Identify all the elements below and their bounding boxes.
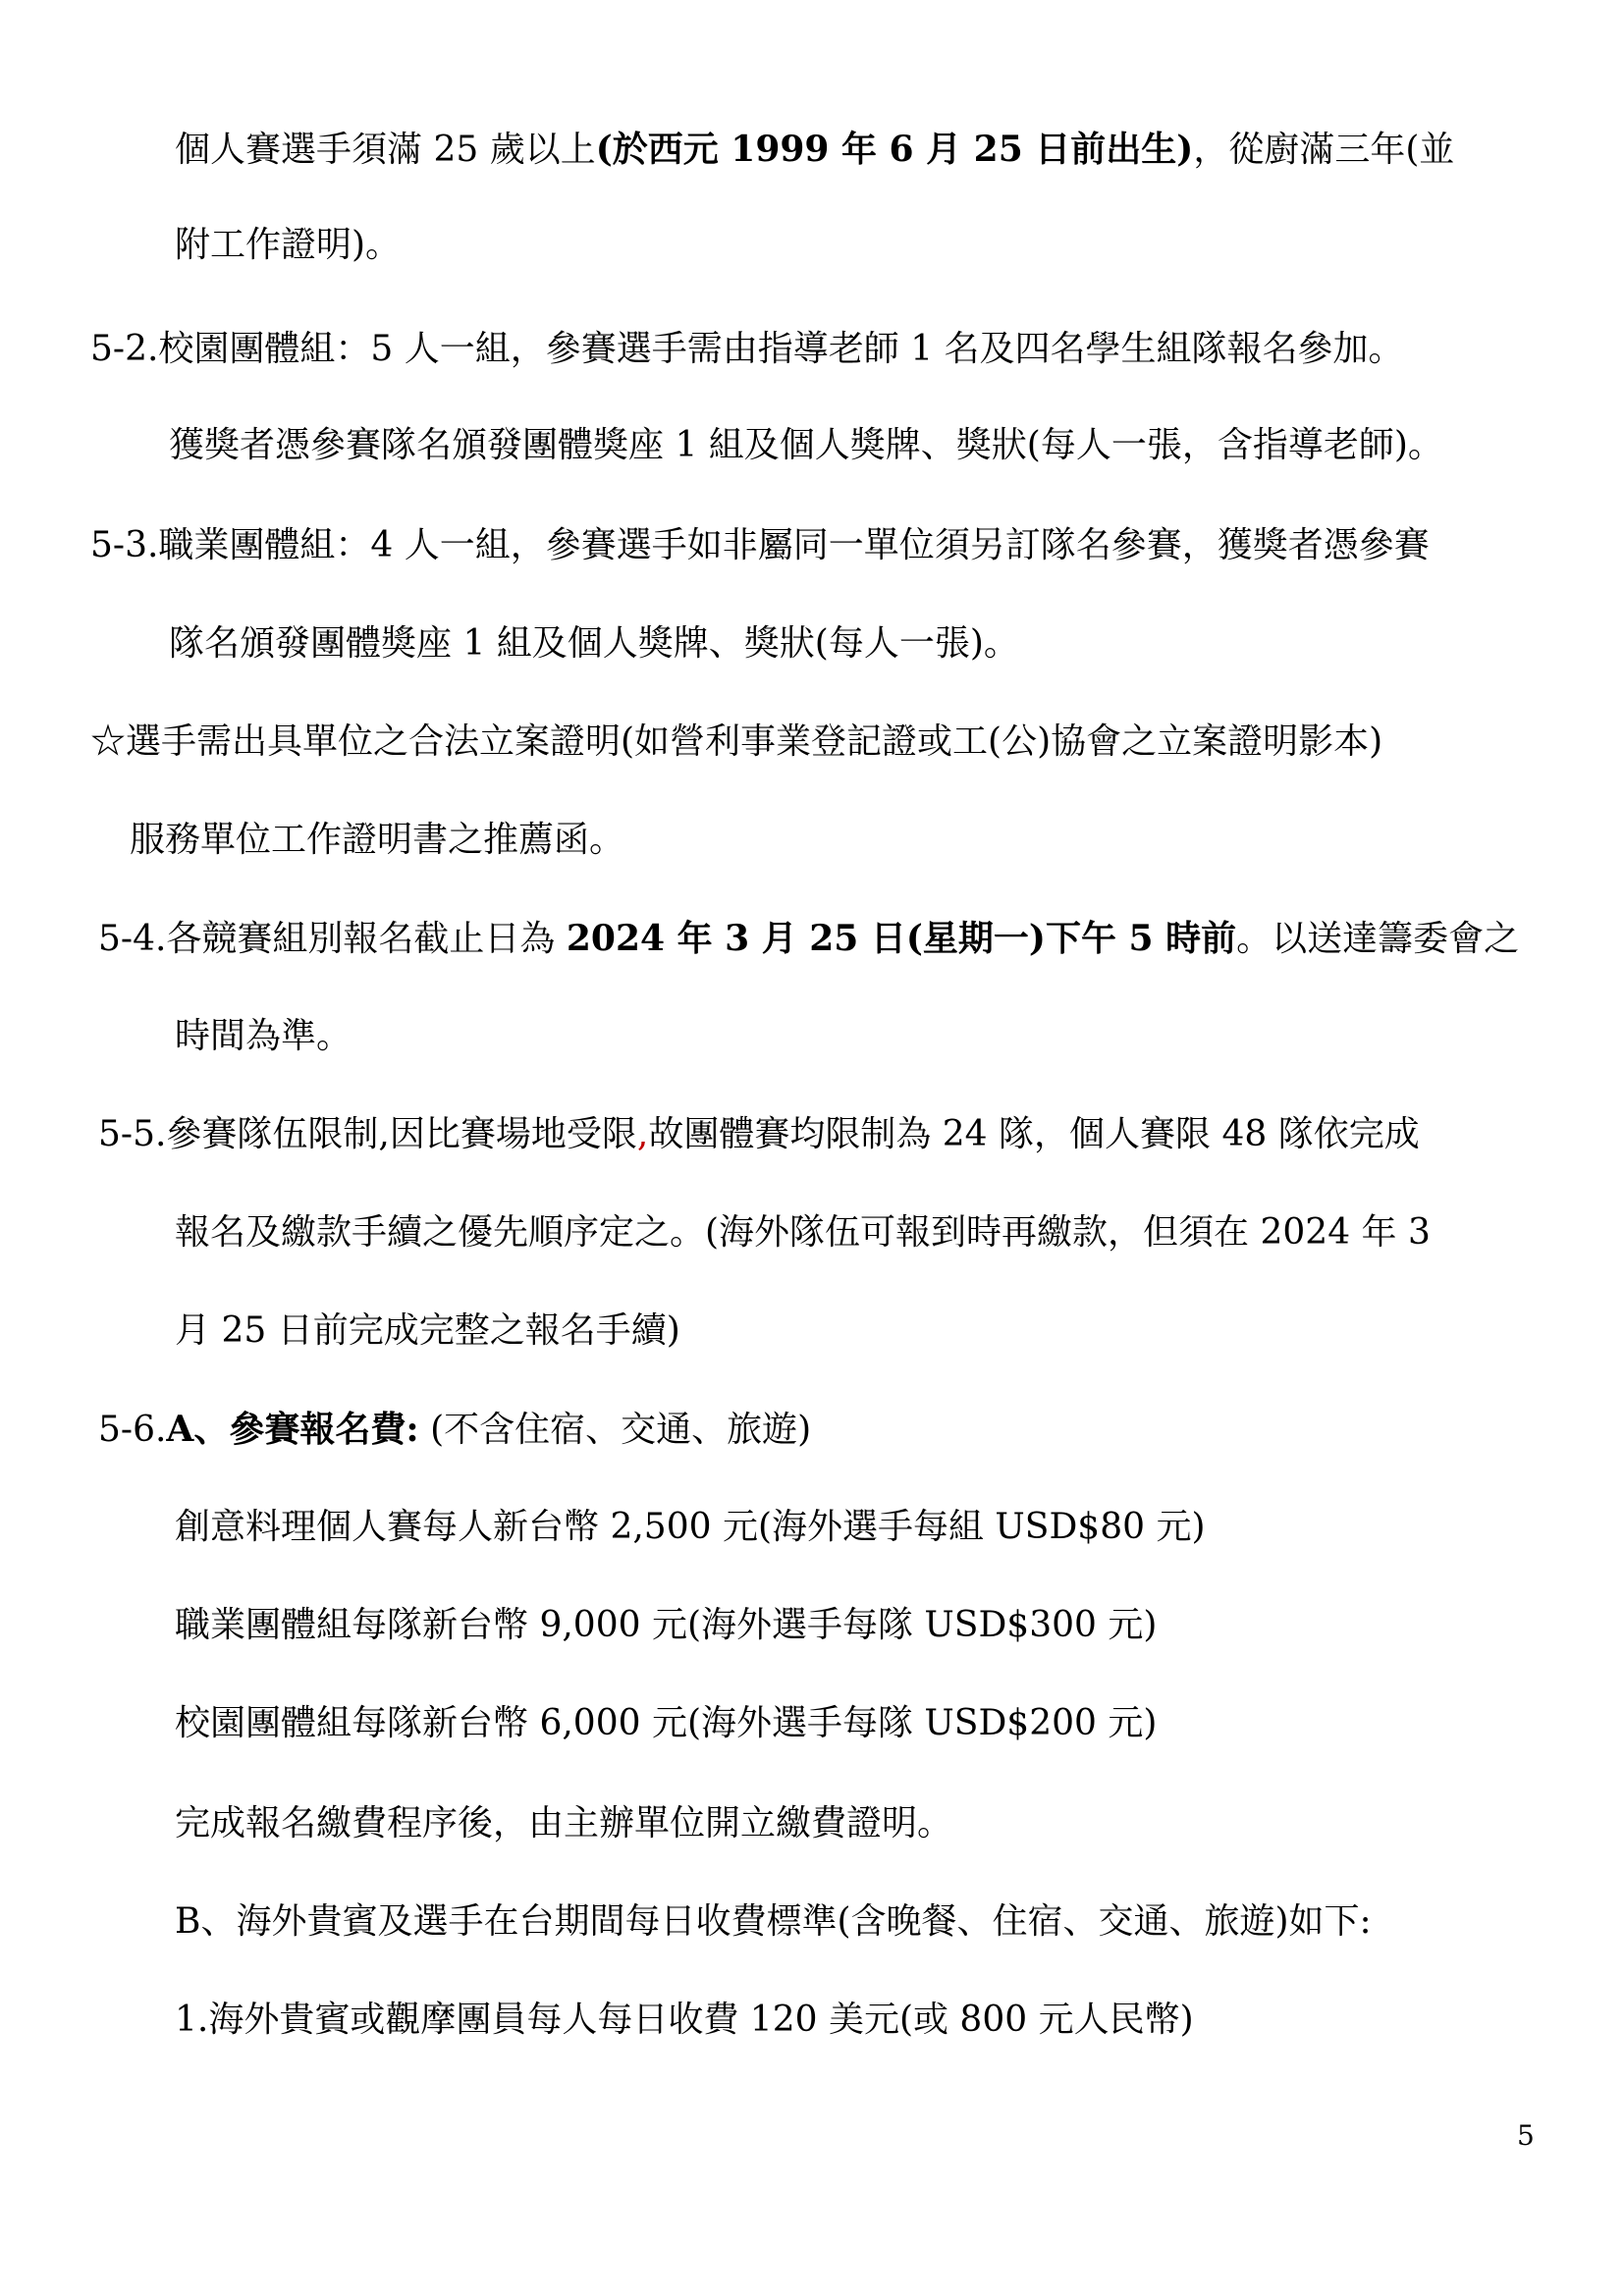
- text-line-10: 時間為準。: [175, 1016, 352, 1056]
- section-5-2-line: 5-2.校園團體組：5 人一組，參賽選手需由指導老師 1 名及四名學生組隊報名參加。: [90, 329, 1404, 369]
- section-5-4-line: 5-4.各競賽組別報名截止日為 2024 年 3 月 25 日(星期一)下午 5 時前。以送達籌委會之: [98, 918, 1520, 959]
- section-5-5-line: 5-5.參賽隊伍限制,因比賽場地受限,故團體賽均限制為 24 隊，個人賽限 48 隊依完成: [98, 1114, 1420, 1154]
- text-line-2: 附工作證明)。: [175, 225, 402, 265]
- text-line-18: 完成報名繳費程序後，由主辦單位開立繳費證明。: [175, 1803, 953, 1843]
- page-number: 5: [1517, 2119, 1535, 2152]
- section-5-6-line: 5-6.A、參賽報名費: (不含住宿、交通、旅遊): [98, 1409, 812, 1450]
- text-line-20: 1.海外貴賓或觀摩團員每人每日收費 120 美元(或 800 元人民幣): [175, 2000, 1194, 2040]
- text-line-8: 服務單位工作證明書之推薦函。: [130, 820, 625, 860]
- text-line-12: 報名及繳款手續之優先順序定之。(海外隊伍可報到時再繳款，但須在 2024 年 3: [175, 1212, 1431, 1253]
- text-line-1: 個人賽選手須滿 25 歲以上(於西元 1999 年 6 月 25 日前出生)，從廚滿三年(並: [175, 129, 1455, 170]
- fee-line-campus-team: 校園團體組每隊新台幣 6,000 元(海外選手每隊 USD$200 元): [175, 1703, 1158, 1743]
- fee-line-professional-team: 職業團體組每隊新台幣 9,000 元(海外選手每隊 USD$300 元): [175, 1605, 1158, 1645]
- text-line-4: 獲獎者憑參賽隊名頒發團體獎座 1 組及個人獎牌、獎狀(每人一張，含指導老師)。: [169, 425, 1443, 465]
- text-line-6: 隊名頒發團體獎座 1 組及個人獎牌、獎狀(每人一張)。: [169, 623, 1019, 664]
- text-line-19: B、海外貴賓及選手在台期間每日收費標準(含晚餐、住宿、交通、旅遊)如下:: [175, 1901, 1372, 1942]
- note-star-line: ☆選手需出具單位之合法立案證明(如營利事業登記證或工(公)協會之立案證明影本): [90, 721, 1383, 762]
- section-5-3-line: 5-3.職業團體組：4 人一組，參賽選手如非屬同一單位須另訂隊名參賽，獲獎者憑參賽: [90, 525, 1430, 565]
- fee-line-individual: 創意料理個人賽每人新台幣 2,500 元(海外選手每組 USD$80 元): [175, 1507, 1206, 1547]
- text-line-13: 月 25 日前完成完整之報名手續): [175, 1310, 680, 1351]
